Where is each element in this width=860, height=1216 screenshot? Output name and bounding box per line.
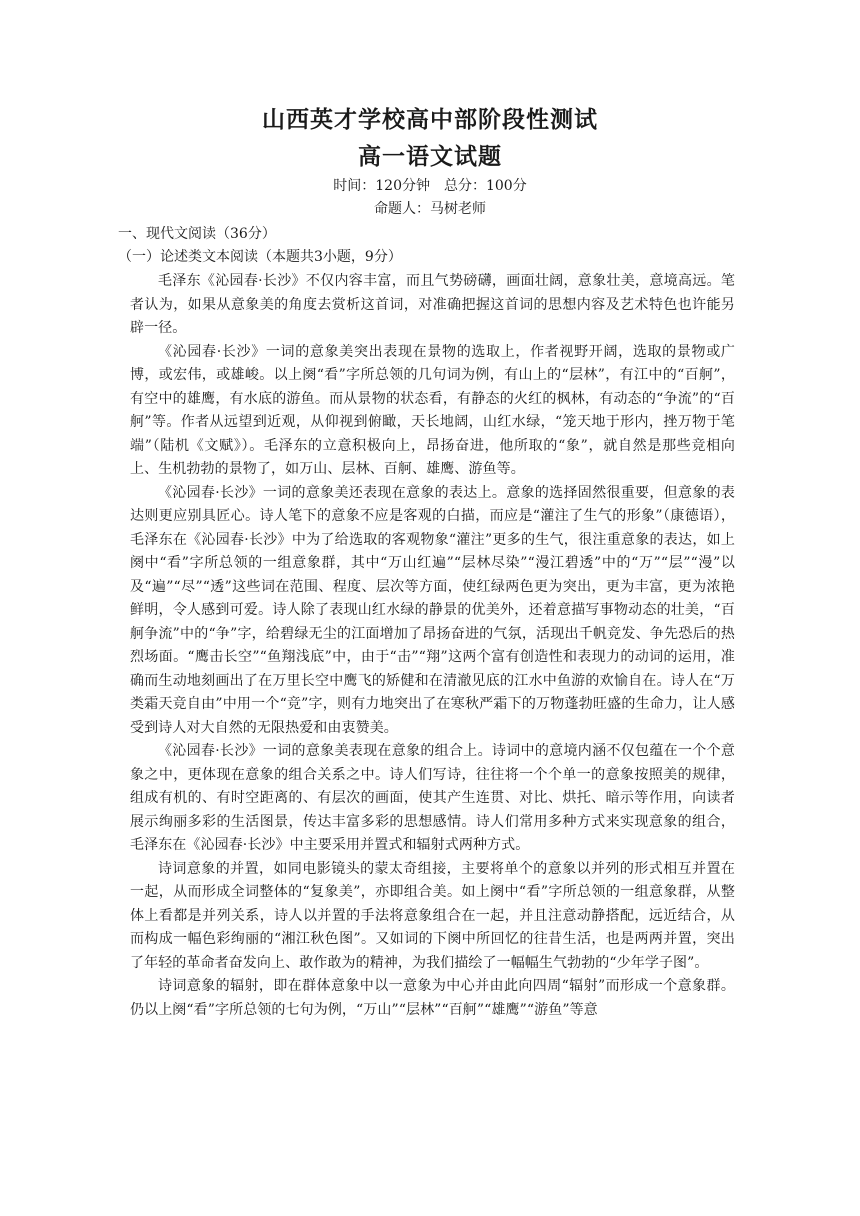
- reading-passage: [130, 270, 735, 1022]
- exam-subtitle: 高一语文试题: [358, 143, 502, 170]
- subsection-heading: （一）论述类文本阅读（本题共3小题，9分）: [118, 249, 402, 265]
- time-score-info: 时间：120分钟 总分：100分: [333, 178, 527, 194]
- passage-paragraph-2: 《沁园春·长沙》一词的意象美突出表现在景物的选取上，作者视野开阔，选取的景物或广博，或宏伟，或雄峻。以上阕“看”字所总领的几句词为例，有山上的“层林”，有江中的“百舸”，有空中的雄鹰，有水底的游鱼。而从景物的状态看，有静态的火红的枫林，有动态的“争流”的“百舸”等。作者从远望到近观，从仰视到俯瞰，天长地阔，山红水绿，“笼天地于形内，挫万物于笔端”（陆机《文赋》）。毛泽东的立意积极向上，昂扬奋进，他所取的“象”，就自然是那些竞相向上、生机勃勃的景物了，如万山、层林、百舸、雄鹰、游鱼等。: [130, 343, 735, 477]
- exam-author: 命题人：马树老师: [374, 201, 486, 217]
- passage-paragraph-6: 诗词意象的辐射，即在群体意象中以一意象为中心并由此向四周“辐射”而形成一个意象群。仍以上阕“看”字所总领的七句为例，“万山”“层林”“百舸”“雄鹰”“游鱼”等意: [130, 978, 735, 1018]
- passage-paragraph-5: 诗词意象的并置，如同电影镜头的蒙太奇组接，主要将单个的意象以并列的形式相互并置在一起，从而形成全词整体的“复象美”，亦即组合美。如上阕中“看”字所总领的一组意象群，从整体上看都是并列关系，诗人以并置的手法将意象组合在一起，并且注意动静搭配，远近结合，从而构成一幅色彩绚丽的“湘江秋色图”。又如词的下阕中所回忆的往昔生活，也是两两并置，突出了年轻的革命者奋发向上、敢作敢为的精神，为我们描绘了一幅幅生气勃勃的“少年学子图”。: [130, 860, 735, 971]
- passage-paragraph-4: 《沁园春·长沙》一词的意象美表现在意象的组合上。诗词中的意境内涵不仅包蕴在一个个意象之中，更体现在意象的组合关系之中。诗人们写诗，往往将一个个单一的意象按照美的规律，组成有机的、有时空距离的、有层次的画面，使其产生连贯、对比、烘托、暗示等作用，向读者展示绚丽多彩的生活图景，传达丰富多彩的思想感情。诗人们常用多种方式来实现意象的组合，毛泽东在《沁园春·长沙》中主要采用并置式和辐射式两种方式。: [130, 743, 735, 853]
- section-heading: 一、现代文阅读（36分）: [118, 226, 276, 242]
- passage-paragraph-1: 毛泽东《沁园春·长沙》不仅内容丰富，而且气势磅礴，画面壮阔，意象壮美，意境高远。笔者认为，如果从意象美的角度去赏析这首词，对准确把握这首词的思想内容及艺术特色也许能另辟一径。: [130, 273, 735, 336]
- passage-paragraph-3: 《沁园春·长沙》一词的意象美还表现在意象的表达上。意象的选择固然很重要，但意象的表达则更应别具匠心。诗人笔下的意象不应是客观的白描，而应是“灌注了生气的形象”（康德语），毛泽东在《沁园春·长沙》中为了给选取的客观物象“灌注”更多的生气，很注重意象的表达，如上阕中“看”字所总领的一组意象群，其中“万山红遍”“层林尽染”“漫江碧透”中的“万”“层”“漫”以及“遍”“尽”“透”这些词在范围、程度、层次等方面，使红绿两色更为突出，更为丰富，更为浓艳鲜明，令人感到可爱。诗人除了表现山红水绿的静景的优美外，还着意描写事物动态的壮美，“百舸争流”中的“争”字，给碧绿无尘的江面增加了昂扬奋进的气氛，活现出千帆竞发、争先恐后的热烈场面。“鹰击长空”“鱼翔浅底”中，由于“击”“翔”这两个富有创造性和表现力的动词的运用，准确而生动地刻画出了在万里长空中鹰飞的矫健和在清澈见底的江水中鱼游的欢愉自在。诗人在“万类霜天竞自由”中用一个“竞”字，则有力地突出了在寒秋严霜下的万物蓬勃旺盛的生命力，让人感受到诗人对大自然的无限热爱和由衷赞美。: [130, 484, 735, 736]
- exam-title: 山西英才学校高中部阶段性测试: [262, 106, 598, 133]
